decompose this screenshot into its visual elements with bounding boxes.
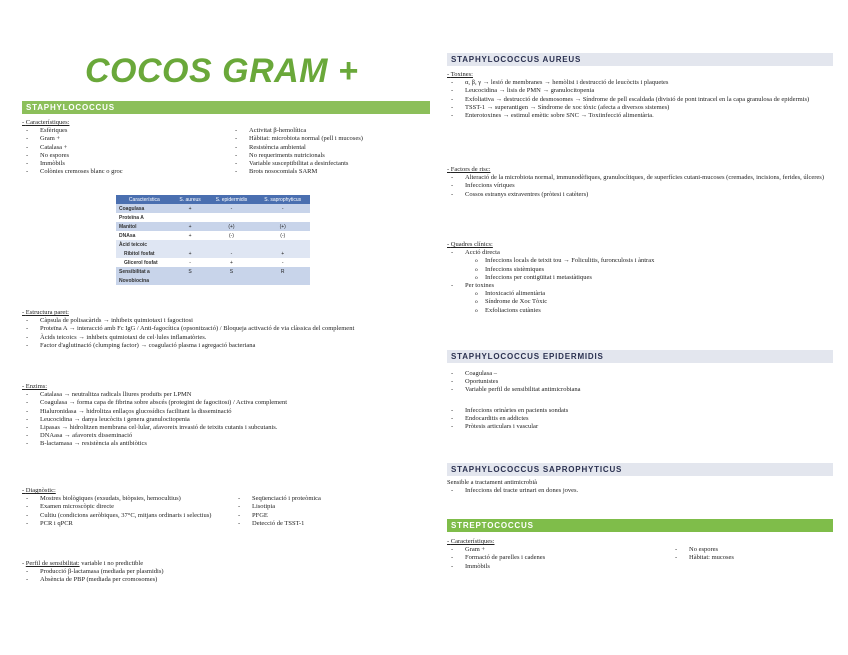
list-item: - Immòbils bbox=[447, 563, 611, 571]
list-item: - Pròtesis articulars i vascular bbox=[447, 423, 835, 431]
strepto-heading: - Característiques: bbox=[447, 538, 495, 545]
list-item: - Activitat β-hemolítica bbox=[231, 127, 432, 135]
list-item: - PFGE bbox=[234, 512, 432, 520]
sub-item: o Síndrome de Xoc Tòxic bbox=[447, 298, 835, 306]
table-row: DNAsa + (-) (-) bbox=[116, 231, 310, 240]
list-item: - Immòbils bbox=[22, 160, 223, 168]
table-row: Coagulasa + - - bbox=[116, 204, 310, 213]
sub-item: o Exfoliacions cutànies bbox=[447, 307, 835, 315]
list-item: - Infeccions del tracte urinari en dones joves. bbox=[447, 487, 835, 495]
quadres-heading: - Quadres clínics: bbox=[447, 241, 493, 248]
list-item: - Factor d'aglutinació (clumping factor) → coagulació plasma i agregació bacteriana bbox=[22, 342, 432, 350]
section-bar-epidermidis: STAPHYLOCOCCUS EPIDERMIDIS bbox=[447, 350, 833, 363]
table-header: S. epidermidis bbox=[208, 195, 256, 204]
list-item: - Producció β-lactamasa (mediada per plasmidis) bbox=[22, 568, 432, 576]
list-item: - Leucocidina → danya leucòcits i genera granulocitopenia bbox=[22, 416, 432, 424]
sub-item: o Infeccions sistèmiques bbox=[447, 266, 835, 274]
list-item: - Catalasa + bbox=[22, 144, 223, 152]
toxines-heading: - Toxines: bbox=[447, 71, 473, 78]
list-item: - Àcids teicoics → inhibeix quimiotaxi de cel·lules inflamatòries. bbox=[22, 334, 432, 342]
list-item: - B-lactamasa → resistència als antibiòtics bbox=[22, 440, 432, 448]
table-header: S. aureus bbox=[173, 195, 208, 204]
list-item: - Mostres biològiques (exsudats, biòpsies, hemocultius) bbox=[22, 495, 220, 503]
section-bar-saprophyticus: STAPHYLOCOCCUS SAPROPHYTICUS bbox=[447, 463, 833, 476]
list-item: - Cultiu (condicions aeròbiques, 37°C, mitjans ordinaris i selectius) bbox=[22, 512, 220, 520]
caracteristiques-columns bbox=[22, 127, 432, 176]
perfil-section bbox=[22, 560, 432, 585]
list-item: - Proteïna A → interacció amb Fc IgG / Anti-fagocítica (opsonització) / Bloqueja activació de via clàssica del complement bbox=[22, 325, 432, 333]
table-row: Àcid teicoic bbox=[116, 240, 310, 249]
list-item: - No espores bbox=[22, 152, 223, 160]
table-row: Ribitol fosfat + - + bbox=[116, 249, 310, 258]
caracteristiques-heading: - Característiques: bbox=[22, 119, 70, 126]
list-item: - Variable perfil de sensibilitat antimicrobiana bbox=[447, 386, 835, 394]
list-item: - Lisotipia bbox=[234, 503, 432, 511]
epidermidis-section bbox=[447, 370, 835, 431]
list-item: - Formació de parelles i cadenes bbox=[447, 554, 611, 562]
list-item: - Per toxines bbox=[447, 282, 835, 290]
list-item: - No requeriments nutricionals bbox=[231, 152, 432, 160]
section-bar-aureus: STAPHYLOCOCCUS AUREUS bbox=[447, 53, 833, 66]
estructura-heading: - Estructura paret: bbox=[22, 309, 69, 316]
list-item: - Brots nosocomials SARM bbox=[231, 168, 432, 176]
table-header: Característica bbox=[116, 195, 173, 204]
perfil-heading: - Perfil de sensibilitat: variable i no predictible bbox=[22, 560, 144, 567]
list-item: - α, β, γ → lesió de membranes → hemòlisi i destrucció de leucòcits i plaquetes bbox=[447, 79, 835, 87]
list-item: - TSST-1 → superantigen → Síndrome de xoc tòxic (afecta a diversos sistemes) bbox=[447, 104, 835, 112]
table-row: Manitol + (+) (+) bbox=[116, 222, 310, 231]
list-item: - PCR i qPCR bbox=[22, 520, 220, 528]
list-item: - Variable susceptibilitat a desinfectants bbox=[231, 160, 432, 168]
list-item: - Gram + bbox=[447, 546, 611, 554]
list-item: - Hàbitat: mucoses bbox=[671, 554, 835, 562]
list-item: - Resistència ambiental bbox=[231, 144, 432, 152]
table-header: S. saprophyticus bbox=[255, 195, 310, 204]
list-item: - Cossos estranys extraventres (pròtesi i catèters) bbox=[447, 191, 835, 199]
list-item: - Hialuronidasa → hidrolitza enllaços glucosídics facilitant la disseminació bbox=[22, 408, 432, 416]
table-row: Novobiocina bbox=[116, 276, 310, 285]
sub-item: o Infeccions locals de teixit tou → Foliculitis, furonculosis i àntrax bbox=[447, 257, 835, 265]
section-bar-streptococcus: STREPTOCOCCUS bbox=[447, 519, 833, 532]
list-item: - Detecció de TSST-1 bbox=[234, 520, 432, 528]
table-row: Glicerol fosfat - + - bbox=[116, 258, 310, 267]
list-item: - No espores bbox=[671, 546, 835, 554]
list-item: - Càpsula de polisacàrids → inhibeix quimiotaxi i fagocitosi bbox=[22, 317, 432, 325]
list-item: - Endocarditis en addictes bbox=[447, 415, 835, 423]
caracteristiques-section bbox=[22, 119, 432, 176]
list-item: - Absència de PBP (mediada per cromosomes) bbox=[22, 576, 432, 584]
factors-section bbox=[447, 166, 835, 199]
sapro-line: Sensible a tractament antimicrobià bbox=[447, 479, 538, 486]
list-item: - Exfoliativa → destrucció de desmosomes → Síndrome de pell escaldada (divisió de pont intracel en la capa granulosa de epidermis) bbox=[447, 96, 835, 104]
saprophyticus-section bbox=[447, 479, 835, 495]
estructura-section bbox=[22, 309, 432, 350]
list-item: - Acció directa bbox=[447, 249, 835, 257]
list-item: - Hàbitat: microbiota normal (pell i mucoses) bbox=[231, 135, 432, 143]
list-item: - Alteració de la microbiota normal, immunodèfiques, granulocítiques, de superfícies cutani-mucoses (cremades, incisions, ferides, úlceres) bbox=[447, 174, 835, 182]
factors-heading: - Factors de risc: bbox=[447, 166, 491, 173]
list-item: - Oportunistes bbox=[447, 378, 835, 386]
list-item: - Seqüenciació i proteòmica bbox=[234, 495, 432, 503]
section-bar-staphylococcus: STAPHYLOCOCCUS bbox=[22, 101, 430, 114]
sub-item: o Intoxicació alimentària bbox=[447, 290, 835, 298]
page-title: COCOS GRAM + bbox=[85, 52, 359, 90]
sub-item: o Infeccions per contigüitat i metastàtiques bbox=[447, 274, 835, 282]
list-item: - Infeccions víriques bbox=[447, 182, 835, 190]
quadres-section bbox=[447, 241, 835, 315]
list-item: - Catalasa → neutralitza radicals lliures produïts per LPMN bbox=[22, 391, 432, 399]
list-item: - Coagulasa – bbox=[447, 370, 835, 378]
list-item: - Esfèriques bbox=[22, 127, 223, 135]
list-item: - Lipasas → hidrolitzen membrana cel·lular, afavoreix invasió de teixits cutanis i subcutanis. bbox=[22, 424, 432, 432]
list-item: - Colònies cremoses blanc o groc bbox=[22, 168, 223, 176]
strepto-section bbox=[447, 538, 835, 571]
list-item: - Infeccions orinàries en pacients sondats bbox=[447, 407, 835, 415]
list-item: - DNAasa → afavoreix disseminació bbox=[22, 432, 432, 440]
list-item: - Examen microscòpic directe bbox=[22, 503, 220, 511]
enzims-section bbox=[22, 383, 432, 449]
diagnostic-section bbox=[22, 487, 432, 528]
enzims-heading: - Enzims: bbox=[22, 383, 48, 390]
species-comparison-table bbox=[116, 195, 310, 285]
list-item: - Enterotoxines → estimul emètic sobre SNC → Toxiinfecció alimentària. bbox=[447, 112, 835, 120]
table-row: Sensibilitat a S S R bbox=[116, 267, 310, 276]
list-item: - Gram + bbox=[22, 135, 223, 143]
toxines-section bbox=[447, 71, 835, 120]
list-item: - Coagulasa → forma capa de fibrina sobre abscés (protegint de fagocitosi) / Activa complement bbox=[22, 399, 432, 407]
table-row: Proteïna A bbox=[116, 213, 310, 222]
list-item: - Leucocidina → lisis de PMN → granulocitopenia bbox=[447, 87, 835, 95]
diagnostic-heading: - Diagnòstic: bbox=[22, 487, 56, 494]
